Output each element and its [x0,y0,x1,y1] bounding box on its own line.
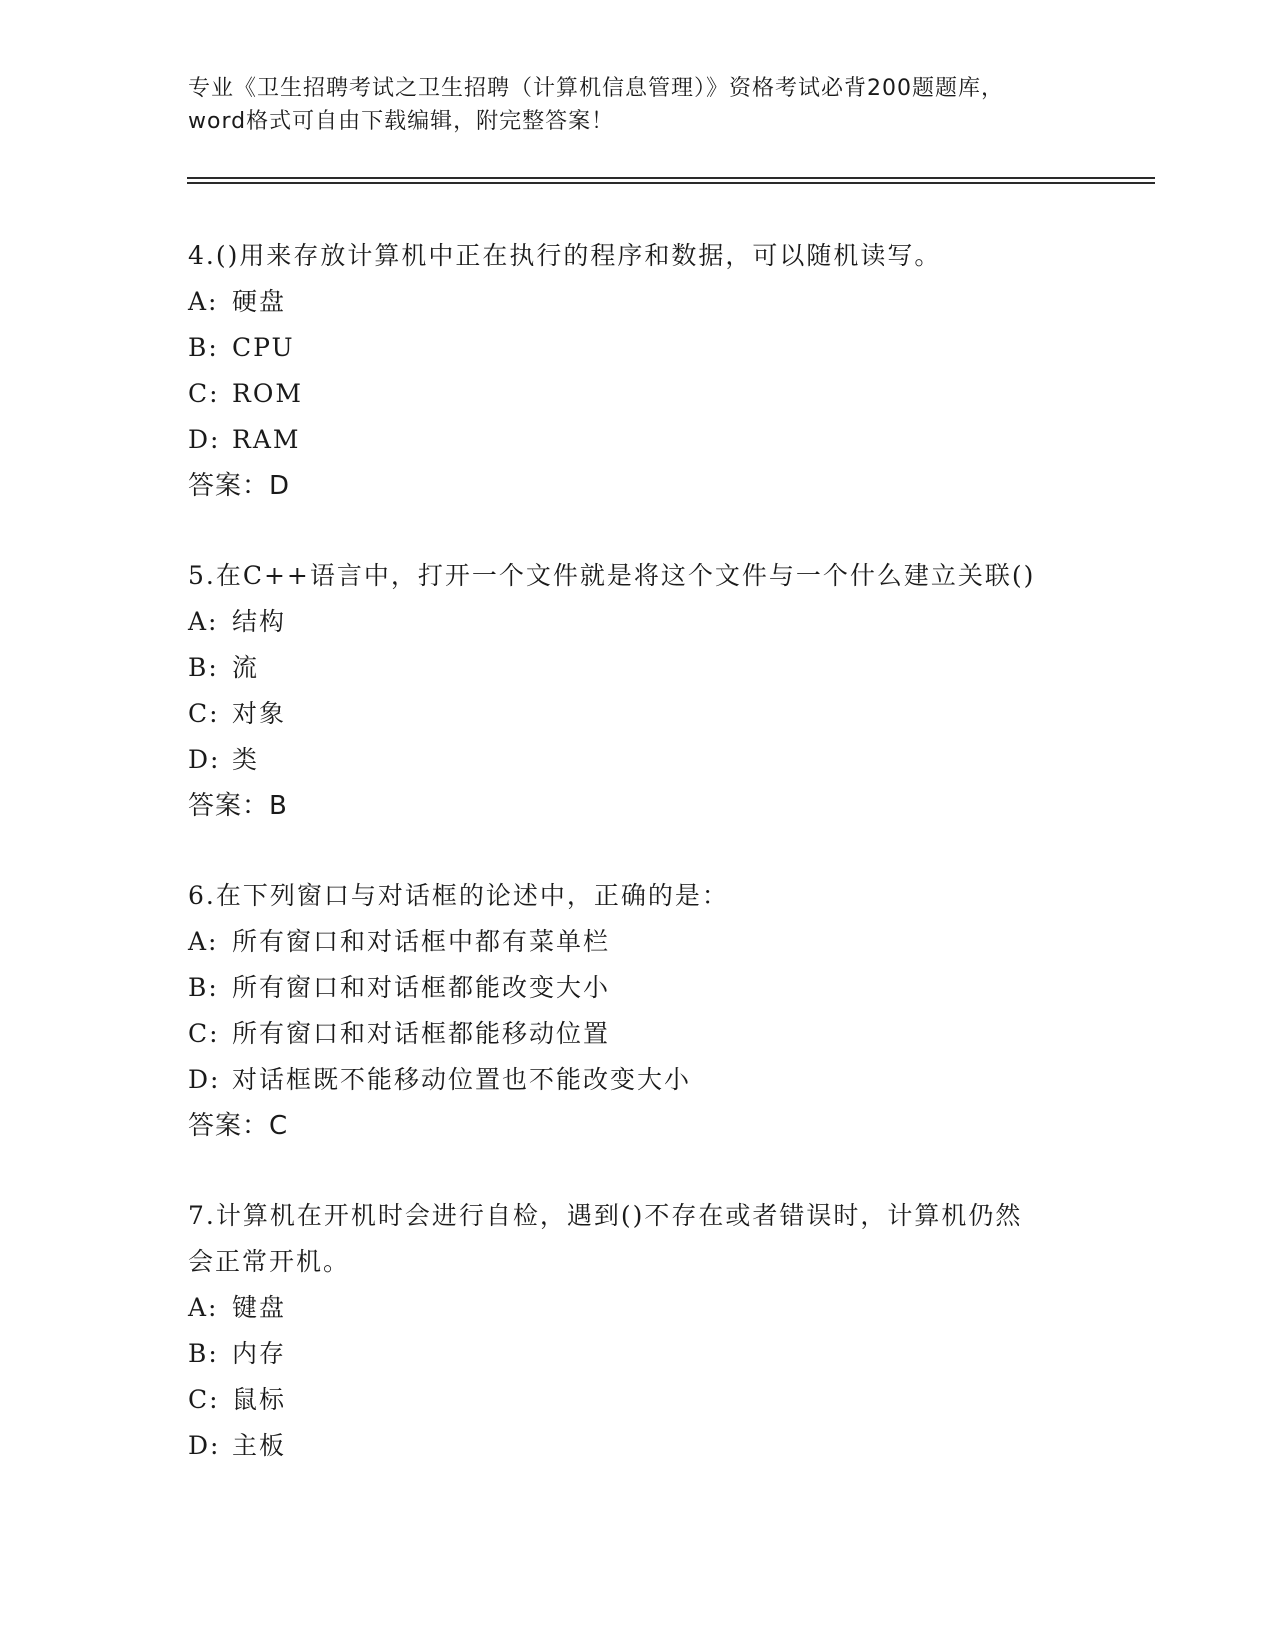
option-c [188,1011,1088,1057]
option-text: 所有窗口和对话框中都有菜单栏 [232,927,611,956]
option-key: D: [188,1431,221,1460]
header-divider-bottom [187,182,1155,184]
option-key: C: [188,379,220,408]
question-5 [188,553,1088,829]
option-key: C: [188,699,220,728]
option-text: ROM [232,379,303,408]
option-text: 鼠标 [232,1385,287,1414]
option-text: 流 [232,653,260,682]
option-b [188,645,1088,691]
option-c [188,691,1088,737]
option-key: A: [188,287,219,316]
option-d [188,1423,1088,1469]
option-a [188,919,1088,965]
option-key: B: [188,653,219,682]
option-text: RAM [232,425,301,454]
answer: 答案：B [188,791,288,821]
question-6 [188,873,1088,1149]
question-stem: 6.在下列窗口与对话框的论述中，正确的是： [188,881,729,910]
option-key: A: [188,607,219,636]
header-divider-top [187,177,1155,179]
option-b [188,325,1088,371]
option-text: 内存 [232,1339,287,1368]
option-a [188,279,1088,325]
option-key: D: [188,745,221,774]
question-4 [188,233,1088,509]
question-stem: 7.计算机在开机时会进行自检，遇到()不存在或者错误时，计算机仍然会正常开机。 [188,1201,1023,1276]
option-c [188,1377,1088,1423]
option-b [188,1331,1088,1377]
option-key: D: [188,425,221,454]
option-d [188,737,1088,783]
question-7 [188,1193,1088,1469]
option-c [188,371,1088,417]
header-line-1: 专业《卫生招聘考试之卫生招聘（计算机信息管理）》资格考试必背200题题库， [188,76,1004,101]
option-key: A: [188,927,219,956]
document-header [188,72,1088,138]
option-b [188,965,1088,1011]
option-text: 对象 [232,699,287,728]
option-a [188,1285,1088,1331]
option-key: A: [188,1293,219,1322]
option-a [188,599,1088,645]
option-d [188,417,1088,463]
option-text: 所有窗口和对话框都能改变大小 [232,973,611,1002]
option-text: 键盘 [232,1293,287,1322]
option-key: B: [188,1339,219,1368]
header-line-2: word格式可自由下载编辑，附完整答案！ [188,109,615,134]
option-d [188,1057,1088,1103]
option-key: C: [188,1019,220,1048]
option-text: 所有窗口和对话框都能移动位置 [232,1019,611,1048]
option-key: D: [188,1065,221,1094]
option-text: 硬盘 [232,287,287,316]
question-stem: 4.()用来存放计算机中正在执行的程序和数据，可以随机读写。 [188,241,942,270]
option-text: 对话框既不能移动位置也不能改变大小 [232,1065,692,1094]
option-text: 结构 [232,607,287,636]
option-text: CPU [232,333,295,362]
answer: 答案：C [188,1111,289,1141]
question-stem: 5.在C++语言中，打开一个文件就是将这个文件与一个什么建立关联() [188,561,1036,590]
option-text: 类 [232,745,260,774]
option-key: C: [188,1385,220,1414]
option-key: B: [188,973,219,1002]
option-text: 主板 [232,1431,287,1460]
option-key: B: [188,333,219,362]
answer: 答案：D [188,471,291,501]
